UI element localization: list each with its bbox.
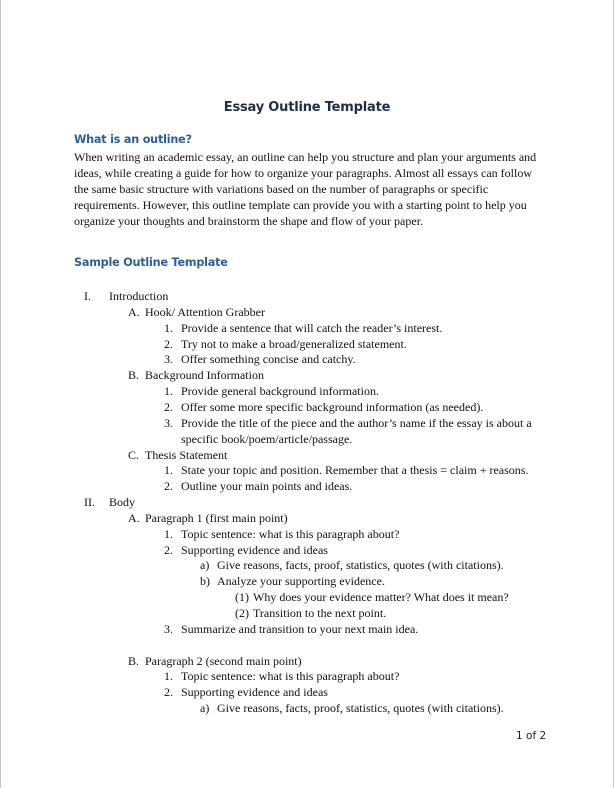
outline-text: Topic sentence: what is this paragraph about? xyxy=(181,669,400,684)
outline-marker: 2. xyxy=(164,399,173,414)
outline-marker: 2. xyxy=(164,542,173,557)
outline-text: State your topic and position. Remember that a thesis = claim + reasons. xyxy=(181,463,529,478)
outline-text: Body xyxy=(109,495,136,510)
outline-item-level-4 xyxy=(0,700,614,716)
outline-item-level-0 xyxy=(0,637,614,653)
outline-item-level-2 xyxy=(0,304,614,320)
outline-text: Try not to make a broad/generalized statement. xyxy=(181,336,407,351)
outline-marker: a) xyxy=(200,701,210,716)
outline-marker: II. xyxy=(84,495,95,510)
outline-item-level-1 xyxy=(0,288,614,304)
outline-item-level-3 xyxy=(0,542,614,558)
outline-marker: 1. xyxy=(164,526,173,541)
outline-marker: 2. xyxy=(164,685,173,700)
outline-marker: 1. xyxy=(164,669,173,684)
outline-text: Outline your main points and ideas. xyxy=(181,479,353,494)
outline-item-level-3 xyxy=(0,684,614,700)
outline-item-level-3 xyxy=(0,336,614,352)
outline-item-level-2 xyxy=(0,367,614,383)
outline-item-level-3 xyxy=(0,383,614,399)
outline-text: Background Information xyxy=(145,368,264,383)
outline-item-level-3 xyxy=(0,668,614,684)
outline-text: Thesis Statement xyxy=(145,447,228,462)
outline-item-level-3 xyxy=(0,526,614,542)
outline-item-level-5 xyxy=(0,589,614,605)
outline-text: specific book/poem/article/passage. xyxy=(181,431,353,446)
outline-marker: (2) xyxy=(235,606,249,620)
outline-text: Topic sentence: what is this paragraph about? xyxy=(181,526,400,541)
intro-line: When writing an academic essay, an outline can help you structure and plan your arguments and xyxy=(74,150,537,164)
outline-marker: 3. xyxy=(164,352,173,367)
outline-marker: 2. xyxy=(164,336,173,351)
outline-item-level-5 xyxy=(0,605,614,621)
outline-item-level-4 xyxy=(0,557,614,573)
outline-item-level-4 xyxy=(0,573,614,589)
outline-text: Supporting evidence and ideas xyxy=(181,542,328,557)
outline-item-level-2 xyxy=(0,447,614,463)
outline-item-level-3 xyxy=(0,415,614,431)
outline-text: Summarize and transition to your next main idea. xyxy=(181,621,419,636)
outline-text: Introduction xyxy=(109,289,169,303)
page-indicator: 1 of 2 xyxy=(516,730,547,742)
outline-text: Paragraph 2 (second main point) xyxy=(145,653,302,668)
outline-text: Why does your evidence matter? What does it mean? xyxy=(253,590,509,605)
outline-marker: 3. xyxy=(164,415,173,430)
outline-item-level-3 xyxy=(0,431,614,447)
outline-text: Give reasons, facts, proof, statistics, quotes (with citations). xyxy=(217,558,504,573)
intro-line: requirements. However, this outline template can provide you with a starting point to help you xyxy=(74,198,527,212)
outline-text: Provide the title of the piece and the author’s name if the essay is about a xyxy=(181,415,532,430)
outline-marker: C. xyxy=(128,447,140,462)
outline-marker: a) xyxy=(200,558,210,573)
intro-line: organize your thoughts and brainstorm the shape and flow of your paper. xyxy=(74,214,424,228)
outline-marker: 1. xyxy=(164,384,173,399)
heading-what-is-an-outline: What is an outline? xyxy=(74,133,192,146)
outline-marker: 2. xyxy=(164,479,173,494)
outline-item-level-2 xyxy=(0,510,614,526)
outline-item-level-3 xyxy=(0,351,614,367)
outline-text: Offer something concise and catchy. xyxy=(181,352,356,367)
outline-marker: b) xyxy=(200,574,210,589)
outline-text: Supporting evidence and ideas xyxy=(181,685,328,700)
outline-item-level-3 xyxy=(0,399,614,415)
outline-item-level-3 xyxy=(0,320,614,336)
outline-marker: A. xyxy=(128,304,140,319)
outline-item-level-3 xyxy=(0,478,614,494)
outline-item-level-3 xyxy=(0,621,614,637)
intro-line: ideas, while creating a guide for how to organize your paragraphs. Almost all essays can follow xyxy=(74,166,532,180)
outline-marker: B. xyxy=(128,653,140,668)
outline-marker: I. xyxy=(84,289,91,303)
outline-marker: 1. xyxy=(164,463,173,478)
intro-paragraph xyxy=(74,149,544,229)
outline-marker: B. xyxy=(128,368,140,383)
heading-sample-outline: Sample Outline Template xyxy=(74,256,228,269)
outline-text: Transition to the next point. xyxy=(253,606,387,620)
outline-item-level-1 xyxy=(0,494,614,510)
outline-marker: A. xyxy=(128,510,140,525)
document-title: Essay Outline Template xyxy=(223,100,391,115)
outline-marker: 3. xyxy=(164,621,173,636)
outline-item-level-3 xyxy=(0,462,614,478)
outline-item-level-2 xyxy=(0,653,614,669)
intro-line: the same basic structure with variations based on the number of paragraphs or specific xyxy=(74,182,489,196)
outline-text: Provide a sentence that will catch the reader’s interest. xyxy=(181,320,443,335)
outline-text: Hook/ Attention Grabber xyxy=(145,304,265,319)
outline-text: Offer some more specific background information (as needed). xyxy=(181,399,484,414)
outline-text: Provide general background information. xyxy=(181,384,379,399)
outline-text: Give reasons, facts, proof, statistics, quotes (with citations). xyxy=(217,701,504,716)
outline-text: Analyze your supporting evidence. xyxy=(217,574,385,589)
outline-marker: 1. xyxy=(164,320,173,335)
outline-text: Paragraph 1 (first main point) xyxy=(145,510,288,525)
outline-marker: (1) xyxy=(235,590,249,605)
